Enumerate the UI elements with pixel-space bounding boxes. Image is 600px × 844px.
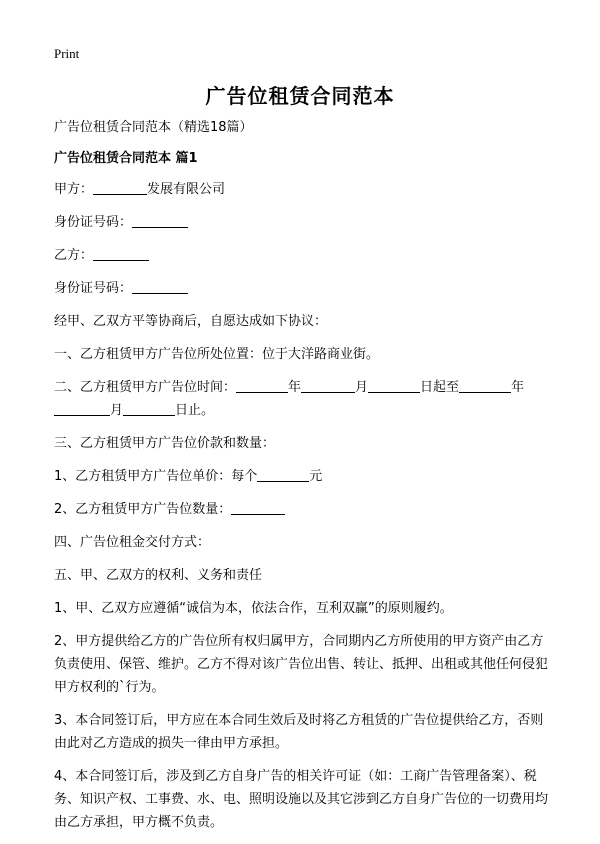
month-blank: [301, 378, 355, 393]
year-blank: [236, 378, 288, 393]
intro-paragraph: 经甲、乙双方平等协商后，自愿达成如下协议：: [54, 314, 328, 329]
clause-2-start: 日起至: [420, 380, 460, 395]
id-line-2: [54, 277, 554, 300]
clause-2-end: 日止。: [175, 403, 215, 418]
clause-2-prefix: 二、乙方租赁甲方广告位时间：: [54, 380, 237, 395]
clause-2-year: 年: [288, 380, 302, 395]
party-a-blank: [93, 180, 147, 195]
document-body: [54, 116, 554, 844]
clause-5-4: 4、本合同签订后，涉及到乙方自身广告的相关许可证（如：工商广告管理备案）、税务、知识产权、工事费、水、电、照明设施以及其它涉到乙方自身广告位的一切费用均由乙方承担，甲方概不负责。: [54, 769, 549, 830]
clause-4: 四、广告位租金交付方式：: [54, 535, 211, 550]
clause-2: [54, 376, 554, 422]
end-month-blank: [54, 401, 110, 416]
party-b-line: [54, 244, 554, 267]
clause-5-2: 2、甲方提供给乙方的广告位所有权归属甲方，合同期内乙方所使用的甲方资产由乙方负责使用、保管、维护。乙方不得对该广告位出售、转让、抵押、出租或其他任何侵犯甲方权利的`行为。: [54, 634, 549, 695]
party-a-line: [54, 178, 554, 201]
clause-3-2-text: 2、乙方租赁甲方广告位数量：: [54, 502, 232, 517]
clause-5-3: 3、本合同签订后，甲方应在本合同生效后及时将乙方租赁的广告位提供给乙方，否则由此对乙方造成的损失一律由甲方承担。: [54, 713, 544, 751]
party-b-label: 乙方：: [54, 248, 94, 263]
price-blank: [257, 467, 309, 482]
id-label-1: 身份证号码：: [54, 215, 133, 230]
party-a-suffix: 发展有限公司: [147, 182, 226, 197]
clause-3-2: [54, 498, 554, 521]
clause-1: 一、乙方租赁甲方广告位所处位置：位于大洋路商业街。: [54, 347, 380, 362]
print-link[interactable]: Print: [54, 46, 80, 61]
id-label-2: 身份证号码：: [54, 281, 133, 296]
clause-5-1: 1、甲、乙双方应遵循“诚信为本，依法合作，互利双赢”的原则履约。: [54, 601, 453, 616]
collection-line: 广告位租赁合同范本（精选18篇）: [54, 120, 253, 135]
clause-5: 五、甲、乙双方的权利、义务和责任: [54, 568, 263, 583]
clause-3: 三、乙方租赁甲方广告位价款和数量：: [54, 436, 276, 451]
party-b-blank: [93, 246, 149, 261]
clause-3-1-suffix: 元: [309, 469, 323, 484]
day-blank: [368, 378, 420, 393]
document-title: 广告位租赁合同范本: [205, 84, 395, 108]
party-a-label: 甲方：: [54, 182, 94, 197]
clause-3-1-prefix: 1、乙方租赁甲方广告位单价：每个: [54, 469, 258, 484]
id-line-1: [54, 211, 554, 234]
quantity-blank: [231, 500, 285, 515]
clause-2-year2: 年: [511, 380, 525, 395]
section-subtitle: 广告位租赁合同范本 篇1: [54, 151, 198, 166]
end-day-blank: [123, 401, 175, 416]
id-blank-1: [132, 213, 188, 228]
clause-2-month2: 月: [110, 403, 124, 418]
clause-3-1: [54, 465, 554, 488]
clause-2-month: 月: [355, 380, 369, 395]
end-year-blank: [459, 378, 511, 393]
id-blank-2: [132, 279, 188, 294]
